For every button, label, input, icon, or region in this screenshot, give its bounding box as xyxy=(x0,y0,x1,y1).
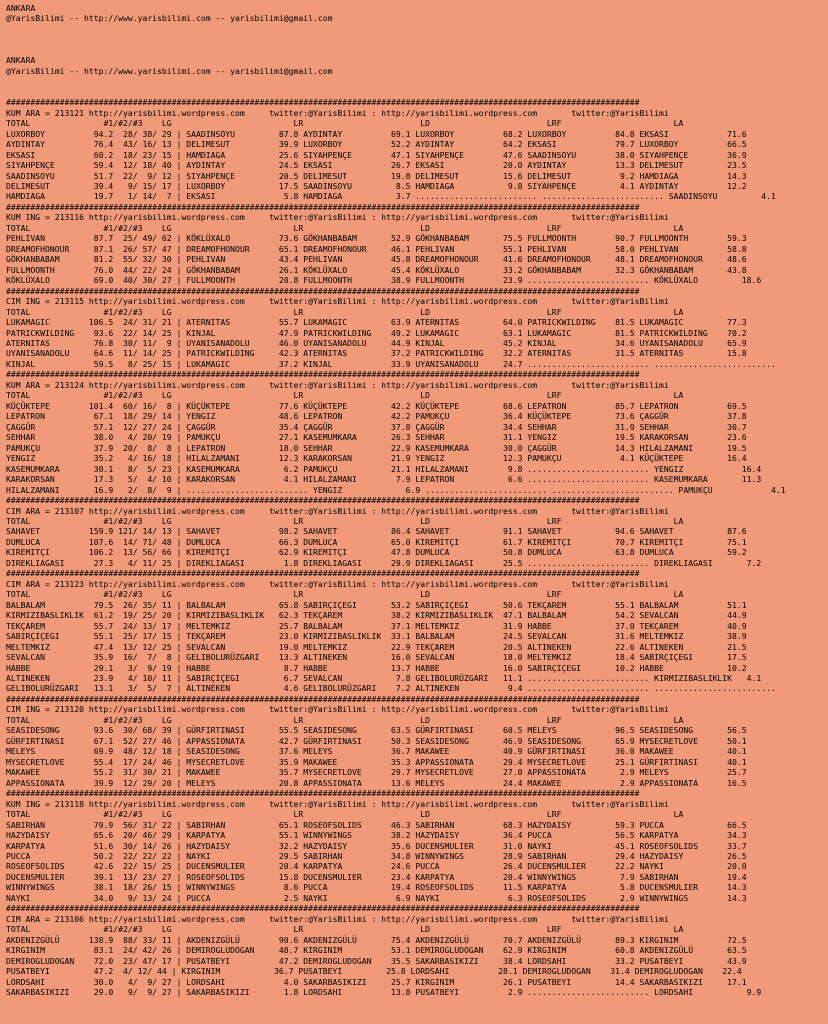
horse-stats-row: TEKÇAREM 55.7 24/ 13/ 17 | MELTEMKIZ 25.7 BALBALAM 37.1 MELTEMKIZ 31.9 HABBE 37.0 TEKÇAREM 40.9 xyxy=(6,620,747,631)
blank-line xyxy=(6,45,828,55)
horse-stats-row: MAKAWEE 55.2 31/ 30/ 21 | MAKAWEE 35.7 MYSECRETLOVE 29.7 MYSECRETLOVE 27.0 APPASSIONATA 2.9 MELEYS 25.7 xyxy=(6,767,747,778)
horse-stats-row: SEHHAR 38.0 4/ 20/ 19 | PAMUKÇU 27.1 KASEMUMKARA 26.3 SEHHAR 31.1 YENGIZ 19.5 KARAKORSAN 23.6 xyxy=(6,432,747,443)
horse-stats-row: SAADINSOYU 51.7 22/ 9/ 12 | SIYAHPENÇE 20.5 DELIMESUT 19.8 DELIMESUT 15.6 DELIMESUT 9.2 HAMDIAGA 14.3 xyxy=(6,170,747,181)
horse-stats-row: SAHAVET 159.9 121/ 14/ 13 | SAHAVET 98.2 SAHAVET 86.4 SAHAVET 91.1 SAHAVET 94.6 SAHAVET 87.6 xyxy=(6,526,747,537)
separator-line: ################################################################################################################################## xyxy=(6,568,640,579)
horse-stats-row: LEPATRON 67.1 18/ 29/ 14 | YENGIZ 48.6 LEPATRON 42.2 PAMUKÇU 36.4 KÜÇÜKTEPE 73.6 ÇAGGÜR 37.8 xyxy=(6,411,747,422)
column-header-line: TOTAL #1/#2/#3 LG LR LD LRF LA xyxy=(6,924,684,935)
column-header-line: TOTAL #1/#2/#3 LG LR LD LRF LA xyxy=(6,809,684,820)
column-header-line: TOTAL #1/#2/#3 LG LR LD LRF LA xyxy=(6,306,684,317)
horse-stats-row: KIREMITÇI 106.2 13/ 56/ 66 | KIREMITÇI 62.9 KIREMITÇI 47.8 DUMLUCA 50.8 DUMLUCA 63.8 DUMLUCA 59.2 xyxy=(6,547,747,558)
horse-stats-row: DIREKLIAGASI 27.3 4/ 11/ 25 | DIREKLIAGASI 1.8 DIREKLIAGASI 29.9 DIREKLIAGASI 25.5 ......................... DIREKLIAGASI 7.2 xyxy=(6,557,762,568)
column-header-line: TOTAL #1/#2/#3 LG LR LD LRF LA xyxy=(6,714,684,725)
blank-line xyxy=(6,87,828,97)
race-header-line: CIM ARA = 213106 http://yarisbilimi.wordpress.com twitter:@YarisBilimi : http://yarisbilimi.wordpress.com twitter:@YarisBilimi xyxy=(6,913,669,924)
separator-line: ################################################################################################################################## xyxy=(6,693,640,704)
horse-stats-row: MELEYS 69.9 48/ 12/ 18 | SEASIDESONG 37.6 MELEYS 36.7 MAKAWEE 40.9 GÜRFIRTINASI 36.0 MAKAWEE 40.1 xyxy=(6,746,747,757)
horse-stats-row: SAKARBASIKIZI 29.0 9/ 9/ 27 | SAKARBASIKIZI 1.8 LORDSAHI 13.8 PUSATBEYI 2.9 ......................... LORDSAHI 9.9 xyxy=(6,987,762,998)
horse-stats-row: DUMLUCA 107.6 14/ 71/ 48 | DUMLUCA 66.3 DUMLUCA 65.0 KIREMITÇI 61.7 KIREMITÇI 70.7 KIREMITÇI 75.1 xyxy=(6,536,747,547)
horse-stats-row: SIYAHPENÇE 59.4 12/ 18/ 40 | AYDINTAY 24.5 EKSASI 26.7 EKSASI 20.0 AYDINTAY 13.3 DELIMESUT 23.5 xyxy=(6,160,747,171)
horse-stats-row: ATERNITAS 76.8 30/ 11/ 9 | UYANISANADOLU 46.0 UYANISANADOLU 44.9 KINJAL 45.2 KINJAL 34.6 UYANISANADOLU 65.9 xyxy=(6,338,747,348)
horse-stats-row: NAYKI 34.0 9/ 13/ 24 | PUCCA 2.5 NAYKI 6.9 NAYKI 6.3 ROSEOFSOLIDS 2.9 WINNYWINGS 14.3 xyxy=(6,892,747,903)
text-line: @YarisBilimi -- http://www.yarisbilimi.com -- yarisbilimi@gmail.com xyxy=(6,65,333,76)
horse-stats-row: FULLMOONTH 76.0 44/ 22/ 24 | GÖKHANBABAM 26.1 KÖKLÜXALO 45.4 KÖKLÜXALO 33.2 GÖKHANBABAM 32.3 GÖKHANBABAM 43.8 xyxy=(6,264,747,275)
horse-stats-row: SABIRÇIÇEGI 55.1 25/ 17/ 15 | TEKÇAREM 23.0 KIRMIZIBASLIKLIK 33.1 BALBALAM 24.5 SEVALCAN 31.6 MELTEMKIZ 38.9 xyxy=(6,631,747,642)
horse-stats-row: KASEMUMKARA 30.1 8/ 5/ 23 | KASEMUMKARA 6.2 PAMUKÇU 21.1 HILALZAMANI 9.8 ......................... YENGIZ 16.4 xyxy=(6,463,762,474)
horse-stats-row: DELIMESUT 39.4 9/ 15/ 17 | LUXORBOY 17.5 SAADINSOYU 8.5 HAMDIAGA 9.8 SIYAHPENÇE 4.1 AYDINTAY 12.2 xyxy=(6,180,747,191)
horse-stats-row: YENGIZ 35.2 4/ 16/ 18 | HILALZAMANI 12.3 KARAKORSAN 21.9 YENGIZ 12.3 PAMUKÇU 4.1 KÜÇÜKTEPE 16.4 xyxy=(6,453,747,464)
text-line: ANKARA xyxy=(6,3,36,13)
separator-line: ################################################################################################################################## xyxy=(6,903,640,914)
column-header-line: TOTAL #1/#2/#3 LG LR LD LRF LA xyxy=(6,589,684,600)
race-header-line: CIM ING = 213120 http://yarisbilimi.wordpress.com twitter:@YarisBilimi : http://yarisbilimi.wordpress.com twitter:@YarisBilimi xyxy=(6,704,669,715)
horse-stats-row: DUCENSMULIER 39.1 13/ 23/ 27 | ROSEOFSOLIDS 15.8 DUCENSMULIER 23.4 KARPATYA 20.4 WINNYWINGS 7.9 SABIRHAN 19.4 xyxy=(6,871,747,882)
column-header-line: TOTAL #1/#2/#3 LG LR LD LRF LA xyxy=(6,515,684,526)
horse-stats-row: HAZYDAISY 65.6 20/ 46/ 29 | KARPATYA 55.1 WINNYWINGS 38.2 HAZYDAISY 36.4 PUCCA 56.5 KARPATYA 34.3 xyxy=(6,830,747,841)
race-header-line: CIM ARA = 213123 http://yarisbilimi.wordpress.com twitter:@YarisBilimi : http://yarisbilimi.wordpress.com twitter:@YarisBilimi xyxy=(6,578,669,589)
race-header-line: CIM ING = 213115 http://yarisbilimi.wordpress.com twitter:@YarisBilimi : http://yarisbilimi.wordpress.com twitter:@YarisBilimi xyxy=(6,296,669,307)
horse-stats-row: KIRMIZIBASLIKLIK 61.2 19/ 25/ 20 | KIRMIZIBASLIKLIK 62.3 TEKÇAREM 38.2 KIRMIZIBASLIKLIK 47.1 BALBALAM 54.2 SEVALCAN 44.9 xyxy=(6,610,747,621)
race-header-line: KUM ARA = 213121 http://yarisbilimi.wordpress.com twitter:@YarisBilimi : http://yarisbilimi.wordpress.com twitter:@YarisBilimi xyxy=(6,107,669,118)
horse-stats-row: GÖKHANBABAM 81.2 55/ 32/ 30 | PEHLIVAN 43.4 PEHLIVAN 45.8 DREAMOFHONOUR 41.6 DREAMOFHONOUR 48.1 DREAMOFHONOUR 48.6 xyxy=(6,254,747,265)
horse-stats-row: AKDENIZGÜLÜ 138.9 88/ 33/ 11 | AKDENIZGÜLÜ 90.6 AKDENIZGÜLÜ 75.4 AKDENIZGÜLÜ 70.7 AKDENIZGÜLÜ 89.3 KIRGINIM 72.5 xyxy=(6,934,747,945)
horse-stats-row: LUKAMAGIC 106.5 24/ 31/ 21 | ATERNITAS 55.7 LUKAMAGIC 63.9 ATERNITAS 64.0 PATRICKWILDING 81.5 LUKAMAGIC 77.3 xyxy=(6,317,747,328)
horse-stats-row: KINJAL 59.5 8/ 25/ 15 | LUKAMAGIC 37.2 KINJAL 33.9 UYANISANADOLU 24.7 ......................... ......................... xyxy=(6,358,776,369)
horse-stats-row: MYSECRETLOVE 55.4 17/ 24/ 46 | MYSECRETLOVE 35.9 MAKAWEE 35.3 APPASSIONATA 29.4 MYSECRETLOVE 25.1 GÜRFIRTINASI 40.1 xyxy=(6,756,747,767)
horse-stats-row: GELIBOLURÜZGARI 13.1 3/ 5/ 7 | ALTINEKEN 4.6 GELIBOLURÜZGARI 7.2 ALTINEKEN 9.4 ......................... ......................... xyxy=(6,683,776,694)
horse-stats-row: WINNYWINGS 38.1 18/ 26/ 15 | WINNYWINGS 8.6 PUCCA 19.4 ROSEOFSOLIDS 11.5 KARPATYA 5.8 DUCENSMULIER 14.3 xyxy=(6,882,747,893)
horse-stats-row: KARPATYA 51.6 30/ 14/ 26 | HAZYDAISY 32.2 HAZYDAISY 35.6 DUCENSMULIER 31.0 NAYKI 45.1 ROSEOFSOLIDS 33.7 xyxy=(6,840,747,851)
separator-line: ################################################################################################################################## xyxy=(6,495,640,506)
horse-stats-row: HILALZAMANI 16.9 2/ 8/ 9 | ......................... YENGIZ 6.9 ......................... ......................... PAMUKÇU 4.1 xyxy=(6,484,786,495)
blank-line xyxy=(6,76,828,86)
horse-stats-row: PEHLIVAN 87.7 25/ 49/ 62 | KÖKLÜXALO 73.6 GÖKHANBABAM 52.9 GÖKHANBABAM 75.5 FULLMOONTH 90.7 FULLMOONTH 59.3 xyxy=(6,233,747,244)
horse-stats-row: GÜRFIRTINASI 67.1 52/ 27/ 46 | APPASSIONATA 42.7 GÜRFIRTINASI 50.3 SEASIDESONG 46.9 SEASIDESONG 65.9 MYSECRETLOVE 50.1 xyxy=(6,735,747,746)
horse-stats-row: ÇAGGÜR 57.1 12/ 27/ 24 | ÇAGGÜR 35.4 ÇAGGÜR 37.8 ÇAGGÜR 34.4 SEHHAR 31.9 SEHHAR 30.7 xyxy=(6,421,747,432)
separator-line: ################################################################################################################################## xyxy=(6,285,640,296)
horse-stats-row: UYANISANADOLU 64.6 11/ 14/ 25 | PATRICKWILDING 42.3 ATERNITAS 37.2 PATRICKWILDING 32.2 ATERNITAS 31.5 ATERNITAS 15.8 xyxy=(6,348,747,359)
separator-line: ################################################################################################################################## xyxy=(6,97,640,108)
column-header-line: TOTAL #1/#2/#3 LG LR LD LRF LA xyxy=(6,390,684,401)
horse-stats-row: KIRGINIM 83.1 24/ 42/ 26 | DEMIROGLUDOGAN 48.7 KIRGINIM 53.1 DEMIROGLUDOGAN 62.9 KIRGINIM 60.8 AKDENIZGÜLÜ 63.5 xyxy=(6,945,747,956)
separator-line: ################################################################################################################################## xyxy=(6,369,640,380)
column-header-line: TOTAL #1/#2/#3 LG LR LD LRF LA xyxy=(6,222,684,233)
text-line: ANKARA xyxy=(6,55,36,66)
horse-stats-row: SABIRHAN 79.9 56/ 31/ 22 | SABIRHAN 65.1 ROSEOFSOLIDS 46.3 SABIRHAN 68.3 HAZYDAISY 59.3 PUCCA 66.5 xyxy=(6,819,747,830)
horse-stats-row: PATRICKWILDING 93.6 22/ 14/ 25 | KINJAL 47.9 PATRICKWILDING 49.2 LUKAMAGIC 63.1 LUKAMAGIC 81.5 PATRICKWILDING 70.2 xyxy=(6,327,747,338)
separator-line: ################################################################################################################################## xyxy=(6,201,640,212)
horse-stats-row: EKSASI 60.2 18/ 23/ 15 | HAMDIAGA 25.6 SIYAHPENÇE 47.1 SIYAHPENÇE 47.6 SAADINSOYU 38.0 SIYAHPENÇE 36.9 xyxy=(6,149,747,160)
race-header-line: KUM ING = 213116 http://yarisbilimi.wordpress.com twitter:@YarisBilimi : http://yarisbilimi.wordpress.com twitter:@YarisBilimi xyxy=(6,212,669,223)
horse-stats-row: LUXORBOY 94.2 28/ 38/ 29 | SAADINSOYU 87.8 AYDINTAY 69.1 LUXORBOY 68.2 LUXORBOY 84.8 EKSASI 71.6 xyxy=(6,128,747,139)
horse-stats-row: APPASSIONATA 39.9 12/ 29/ 20 | MELEYS 20.8 APPASSIONATA 13.6 MELEYS 24.4 MAKAWEE 2.9 APPASSIONATA 16.5 xyxy=(6,777,747,788)
horse-stats-row: KARAKORSAN 17.3 5/ 4/ 10 | KARAKORSAN 4.1 HILALZAMANI 7.9 LEPATRON 6.6 ......................... KASEMUMKARA 11.3 xyxy=(6,474,762,485)
horse-stats-row: PAMUKÇU 37.9 20/ 8/ 8 | LEPATRON 18.0 SEHHAR 22.9 KASEMUMKARA 30.0 ÇAGGÜR 14.3 HILALZAMANI 19.5 xyxy=(6,442,747,453)
horse-stats-row: ROSEOFSOLIDS 42.6 22/ 15/ 25 | DUCENSMULIER 20.4 KARPATYA 24.6 PUCCA 26.4 DUCENSMULIER 22.2 NAYKI 20.0 xyxy=(6,861,747,872)
horse-stats-row: DEMIROGLUDOGAN 72.0 23/ 47/ 17 | PUSATBEYI 47.2 DEMIROGLUDOGAN 35.5 SAKARBASIKIZI 38.4 LORDSAHI 33.2 PUSATBEYI 43.9 xyxy=(6,955,747,966)
race-header-line: CIM ARA = 213107 http://yarisbilimi.wordpress.com twitter:@YarisBilimi : http://yarisbilimi.wordpress.com twitter:@YarisBilimi xyxy=(6,505,669,516)
horse-stats-row: ALTINEKEN 23.9 4/ 10/ 11 | SABIRÇIÇEGI 6.7 SEVALCAN 7.8 GELIBOLURÜZGARI 11.1 ......................... KIRMIZIBASLIKLIK 4.1 xyxy=(6,673,762,683)
blank-line xyxy=(6,34,828,44)
horse-stats-row: BALBALAM 79.5 26/ 35/ 11 | BALBALAM 65.8 SABIRÇIÇEGI 53.2 SABIRÇIÇEGI 50.6 TEKÇAREM 55.1 BALBALAM 51.1 xyxy=(6,599,747,610)
race-header-line: KUM ARA = 213124 http://yarisbilimi.wordpress.com twitter:@YarisBilimi : http://yarisbilimi.wordpress.com twitter:@YarisBilimi xyxy=(6,379,669,390)
horse-stats-row: PUSATBEYI 47.2 4/ 12/ 44 | KIRGINIM 36.7 PUSATBEYI 25.8 LORDSAHI 28.1 DEMIROGLUDOGAN 31.4 DEMIROGLUDOGAN 22.4 xyxy=(6,966,742,977)
horse-stats-row: PUCCA 50.2 22/ 22/ 22 | NAYKI 29.5 SABIRHAN 34.8 WINNYWINGS 28.9 SABIRHAN 29.4 HAZYDAISY 26.5 xyxy=(6,850,747,861)
column-header-line: TOTAL #1/#2/#3 LG LR LD LRF LA xyxy=(6,118,684,129)
horse-stats-row: AYDINTAY 76.4 43/ 16/ 13 | DELIMESUT 39.9 LUXORBOY 52.2 AYDINTAY 64.2 EKSASI 79.7 LUXORBOY 66.5 xyxy=(6,139,747,150)
horse-stats-row: MELTEMKIZ 47.4 13/ 12/ 25 | SEVALCAN 19.0 MELTEMKIZ 22.9 TEKÇAREM 20.5 ALTINEKEN 22.6 ALTINEKEN 21.5 xyxy=(6,641,747,652)
text-line: @YarisBilimi -- http://www.yarisbilimi.com -- yarisbilimi@gmail.com xyxy=(6,13,333,24)
blank-line xyxy=(6,24,828,34)
horse-stats-row: LORDSAHI 30.0 4/ 9/ 27 | LORDSAHI 4.0 SAKARBASIKIZI 25.7 KIRGINIM 26.1 PUSATBEYI 14.4 SAKARBASIKIZI 17.1 xyxy=(6,976,747,987)
horse-stats-row: SEASIDESONG 93.6 30/ 68/ 39 | GÜRFIRTINASI 55.5 SEASIDESONG 63.5 GÜRFIRTINASI 60.5 MELEYS 96.5 SEASIDESONG 56.5 xyxy=(6,725,747,736)
horse-stats-row: HAMDIAGA 19.7 1/ 14/ 7 | EKSASI 5.8 HAMDIAGA 3.7 ......................... ......................... SAADINSOYU 4.1 xyxy=(6,191,776,202)
horse-stats-row: KÖKLÜXALO 69.0 40/ 30/ 27 | FULLMOONTH 20.8 FULLMOONTH 38.9 FULLMOONTH 23.9 ......................... KÖKLÜXALO 18.6 xyxy=(6,275,762,286)
race-header-line: KUM ING = 213118 http://yarisbilimi.wordpress.com twitter:@YarisBilimi : http://yarisbilimi.wordpress.com twitter:@YarisBilimi xyxy=(6,798,669,809)
horse-stats-row: SEVALCAN 35.9 16/ 7/ 8 | GELIBOLURÜZGARI 13.3 ALTINEKEN 16.0 SEVALCAN 18.0 MELTEMKIZ 18.4 SABIRÇIÇEGI 17.5 xyxy=(6,652,747,663)
horse-stats-row: KÜÇÜKTEPE 101.4 60/ 16/ 8 | KÜÇÜKTEPE 77.6 KÜÇÜKTEPE 42.2 KÜÇÜKTEPE 68.6 LEPATRON 85.7 LEPATRON 69.5 xyxy=(6,400,747,411)
horse-stats-row: HABBE 29.1 3/ 9/ 19 | HABBE 8.7 HABBE 13.7 HABBE 16.0 SABIRÇIÇEGI 10.2 HABBE 10.2 xyxy=(6,662,747,673)
horse-stats-row: DREAMOFHONOUR 87.1 26/ 57/ 47 | DREAMOFHONOUR 65.1 DREAMOFHONOUR 46.1 PEHLIVAN 55.1 PEHLIVAN 58.0 PEHLIVAN 58.8 xyxy=(6,243,747,254)
separator-line: ################################################################################################################################## xyxy=(6,788,640,799)
